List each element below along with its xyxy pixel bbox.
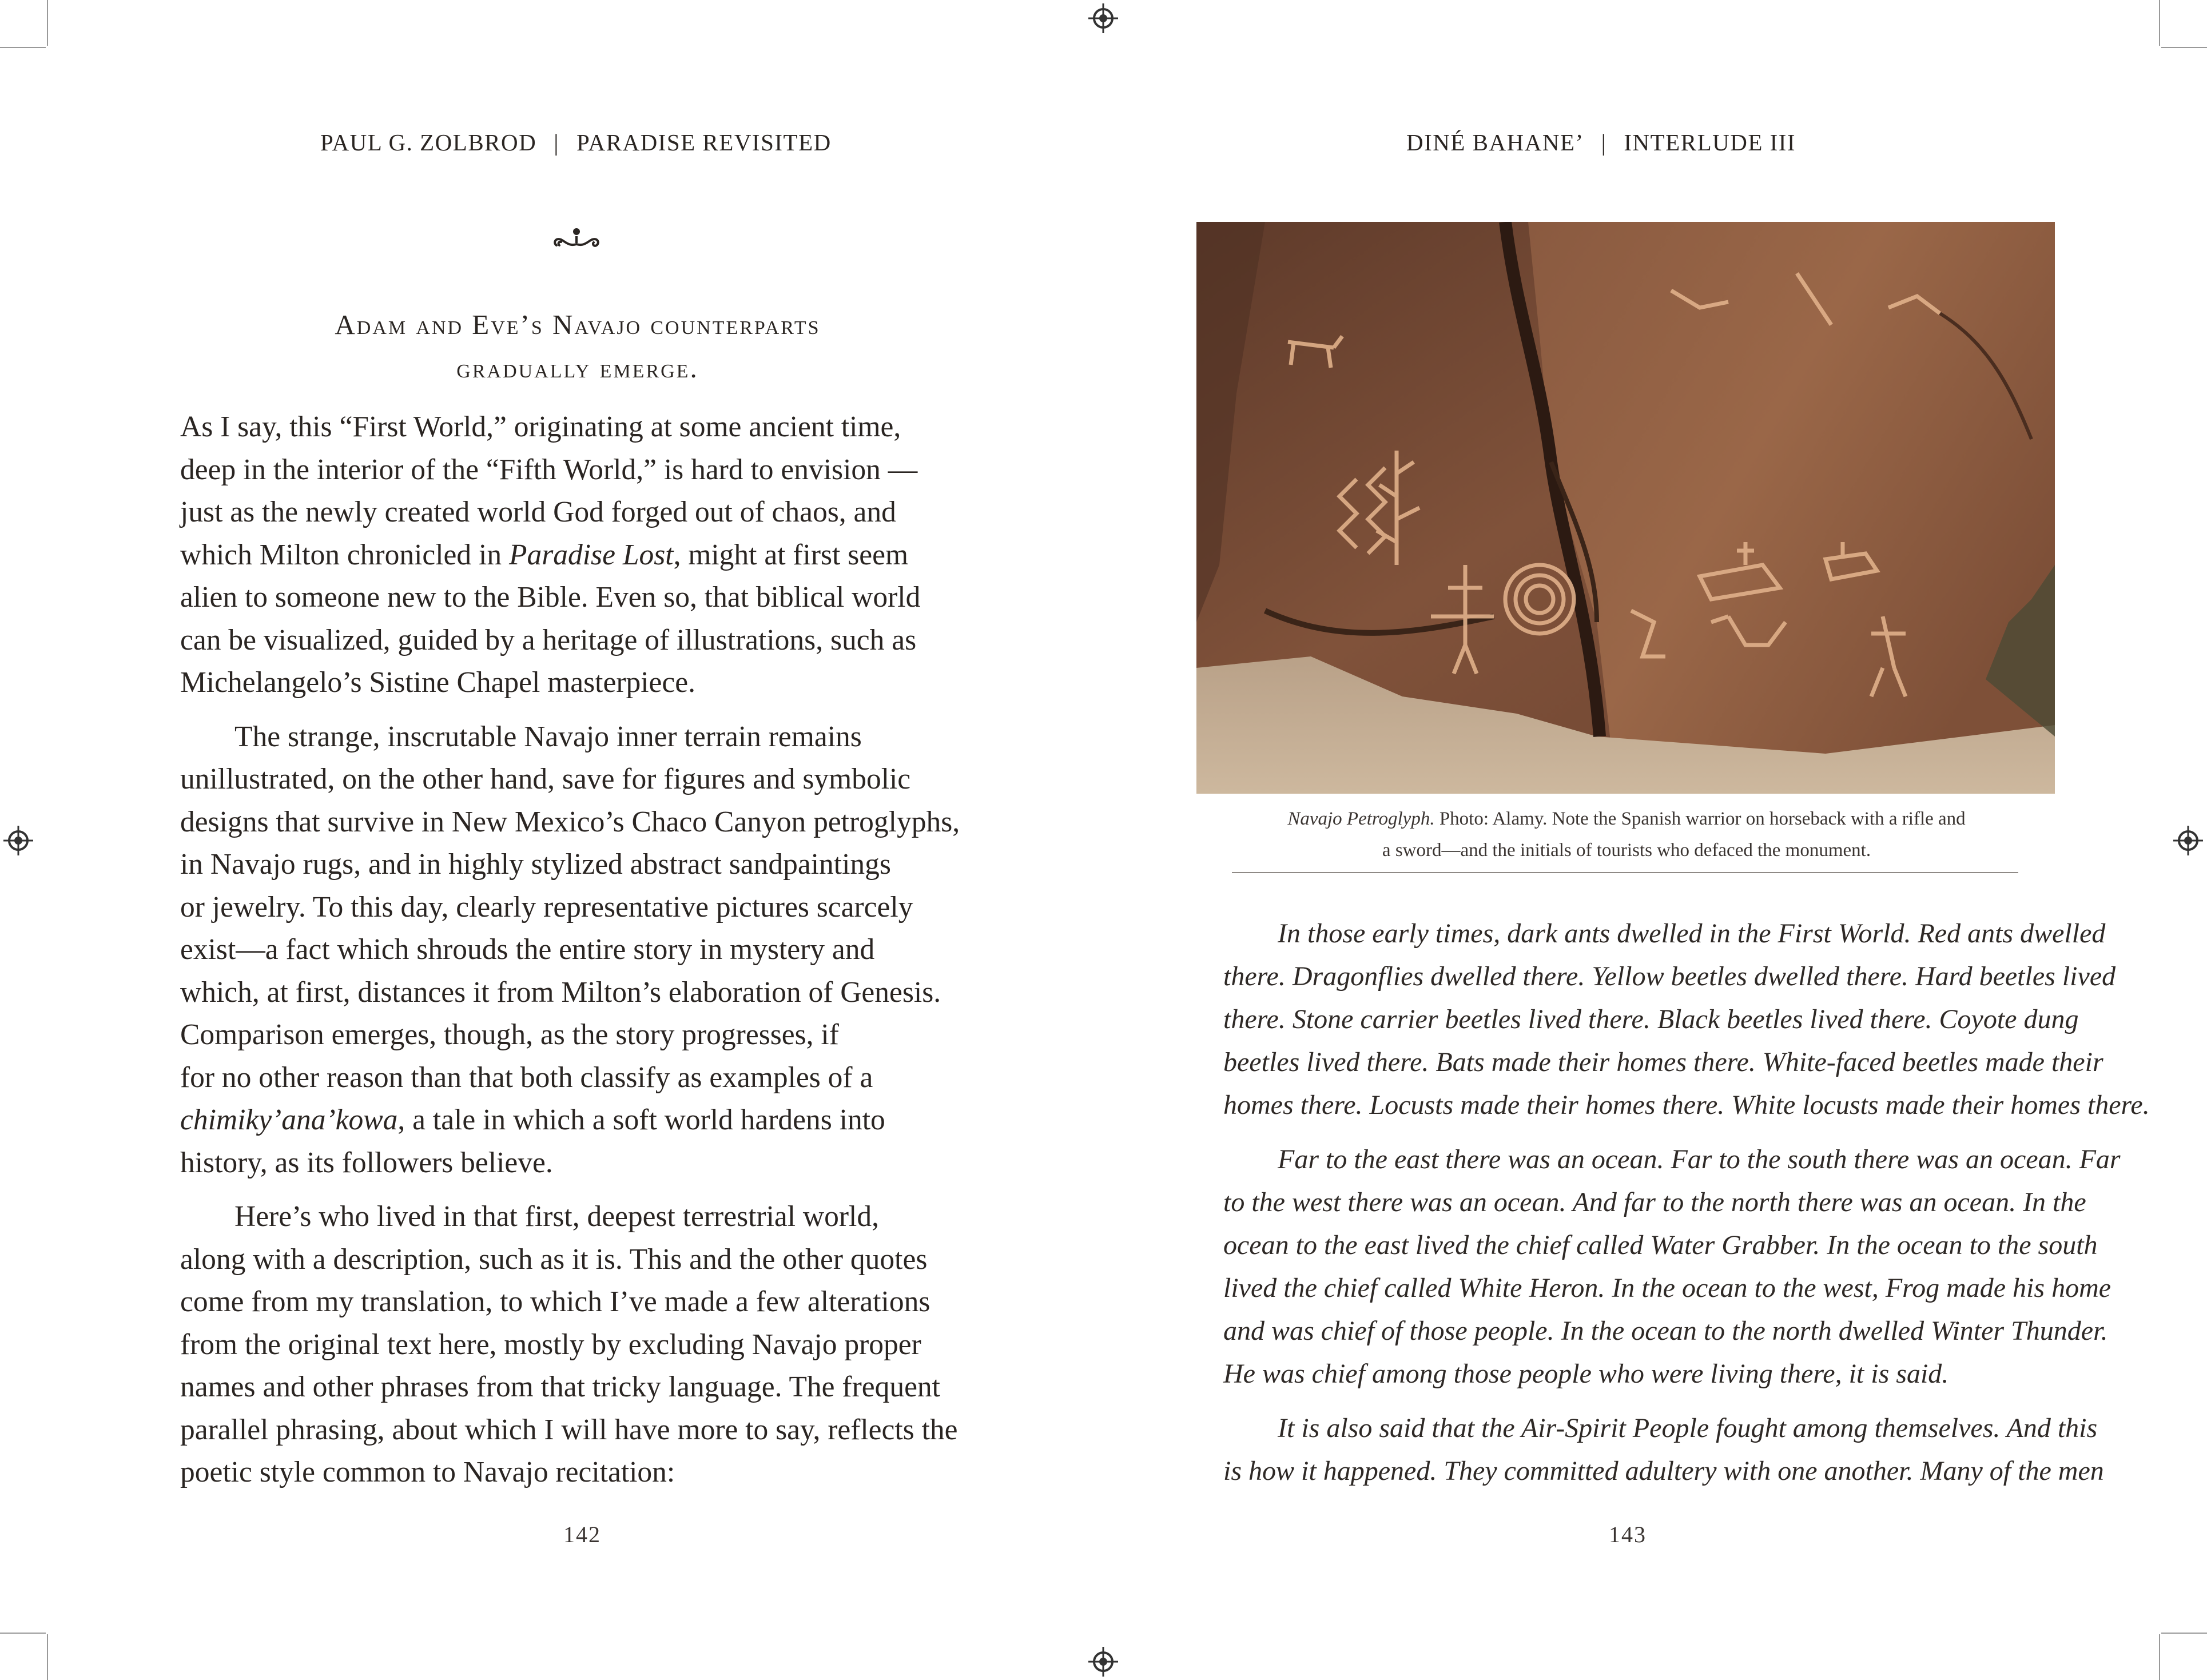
text-line: poetic style common to Navajo recitation: bbox=[180, 1456, 675, 1488]
running-head-separator: | bbox=[1601, 129, 1607, 156]
running-head-right bbox=[1406, 129, 1796, 156]
paragraph bbox=[1223, 1138, 2121, 1395]
navajo-term-italic: chimiky’ana’kowa bbox=[180, 1104, 398, 1136]
paragraph bbox=[1223, 1407, 2115, 1492]
text-line: is how it happened. They committed adultery with one another. Many of the men bbox=[1223, 1456, 2104, 1486]
text-line: can be visualized, guided by a heritage of illustrations, such as bbox=[180, 623, 917, 656]
text-line: come from my translation, to which I’ve made a few alterations bbox=[180, 1285, 930, 1318]
paragraph bbox=[1223, 912, 2150, 1126]
text-line: from the original text here, mostly by excluding Navajo proper bbox=[180, 1328, 921, 1361]
text-line: alien to someone new to the Bible. Even so, that biblical world bbox=[180, 581, 921, 614]
section-heading-line: gradually emerge. bbox=[456, 352, 699, 384]
left-page bbox=[0, 0, 1103, 1680]
paragraph bbox=[180, 1196, 992, 1494]
running-head-section: INTERLUDE III bbox=[1624, 129, 1796, 156]
text-line: along with a description, such as it is. This and the other quotes bbox=[180, 1243, 928, 1276]
text-line: ocean to the east lived the chief called Water Grabber. In the ocean to the south bbox=[1223, 1230, 2098, 1260]
section-heading bbox=[183, 303, 972, 390]
text-line: there. Stone carrier beetles lived there. Black beetles lived there. Coyote dung bbox=[1223, 1004, 2079, 1034]
fleuron-ornament bbox=[552, 220, 601, 254]
text-line: which, at first, distances it from Milton’s elaboration of Genesis. bbox=[180, 976, 941, 1009]
running-head-book-title: PARADISE REVISITED bbox=[576, 129, 832, 156]
text-line: The strange, inscrutable Navajo inner terrain remains bbox=[234, 720, 862, 753]
text-line: unillustrated, on the other hand, save for figures and symbolic bbox=[180, 763, 911, 795]
text-line: names and other phrases from that tricky language. The frequent bbox=[180, 1371, 940, 1403]
text-line: As I say, this “First World,” originating at some ancient time, bbox=[180, 411, 901, 443]
text-line: and was chief of those people. In the ocean to the north dwelled Winter Thunder. bbox=[1223, 1316, 2108, 1346]
petroglyph-rock-art bbox=[1196, 222, 2055, 794]
text-line: or jewelry. To this day, clearly representative pictures scarcely bbox=[180, 890, 913, 923]
paragraph bbox=[180, 716, 992, 1185]
text-line: chimiky’ana’kowa, a tale in which a soft world hardens into bbox=[180, 1104, 885, 1136]
text-line: lived the chief called White Heron. In the ocean to the west, Frog made his home bbox=[1223, 1273, 2111, 1303]
section-heading-line: Adam and Eve’s Navajo counterparts bbox=[335, 309, 821, 340]
book-title-italic: Paradise Lost bbox=[508, 538, 674, 571]
photo-caption bbox=[1212, 803, 2041, 866]
page-number: 142 bbox=[563, 1522, 601, 1547]
running-head-separator: | bbox=[554, 129, 559, 156]
text-line: In those early times, dark ants dwelled in the First World. Red ants dwelled bbox=[1278, 918, 2106, 949]
text-line: for no other reason than that both classify as examples of a bbox=[180, 1061, 873, 1094]
text-line: Here’s who lived in that first, deepest terrestrial world, bbox=[234, 1200, 879, 1233]
text-line: parallel phrasing, about which I will have more to say, reflects the bbox=[180, 1413, 958, 1446]
text-line: to the west there was an ocean. And far to the north there was an ocean. In the bbox=[1223, 1187, 2086, 1217]
text-line: Comparison emerges, though, as the story progresses, if bbox=[180, 1018, 839, 1051]
running-head-author: PAUL G. ZOLBROD bbox=[320, 129, 537, 156]
right-body-text bbox=[1223, 912, 2150, 1504]
text-line: Far to the east there was an ocean. Far to the south there was an ocean. Far bbox=[1278, 1144, 2121, 1175]
text-line: It is also said that the Air-Spirit People fought among themselves. And this bbox=[1278, 1413, 2098, 1443]
text-line: Michelangelo’s Sistine Chapel masterpiece. bbox=[180, 666, 695, 699]
paragraph bbox=[180, 406, 992, 704]
running-head-title: DINÉ BAHANE’ bbox=[1406, 129, 1584, 156]
caption-line: Navajo Petroglyph. Photo: Alamy. Note the Spanish warrior on horseback with a rifle and bbox=[1287, 809, 1966, 829]
caption-title-italic: Navajo Petroglyph. bbox=[1287, 809, 1435, 829]
text-line: exist—a fact which shrouds the entire story in mystery and bbox=[180, 933, 875, 966]
text-line: beetles lived there. Bats made their homes there. White-faced beetles made their bbox=[1223, 1047, 2103, 1077]
text-line: history, as its followers believe. bbox=[180, 1146, 553, 1179]
page-number: 143 bbox=[1609, 1522, 1647, 1547]
text-line: just as the newly created world God forged out of chaos, and bbox=[180, 496, 896, 528]
right-page bbox=[1103, 0, 2207, 1680]
text-line: designs that survive in New Mexico’s Chaco Canyon petroglyphs, bbox=[180, 805, 960, 838]
text-line: which Milton chronicled in Paradise Lost, might at first seem bbox=[180, 538, 909, 571]
text-line: homes there. Locusts made their homes there. White locusts made their homes there. bbox=[1223, 1090, 2150, 1120]
left-body-text bbox=[180, 406, 992, 1506]
petroglyph-photo bbox=[1196, 222, 2055, 794]
text-line: there. Dragonflies dwelled there. Yellow beetles dwelled there. Hard beetles lived bbox=[1223, 961, 2116, 992]
text-line: in Navajo rugs, and in highly stylized abstract sandpaintings bbox=[180, 848, 891, 881]
running-head-left bbox=[320, 129, 832, 156]
text-line: He was chief among those people who were living there, it is said. bbox=[1223, 1359, 1949, 1389]
caption-line: a sword—and the initials of tourists who defaced the monument. bbox=[1382, 840, 1871, 861]
caption-divider bbox=[1232, 872, 2018, 873]
text-line: deep in the interior of the “Fifth World,” is hard to envision — bbox=[180, 453, 918, 486]
